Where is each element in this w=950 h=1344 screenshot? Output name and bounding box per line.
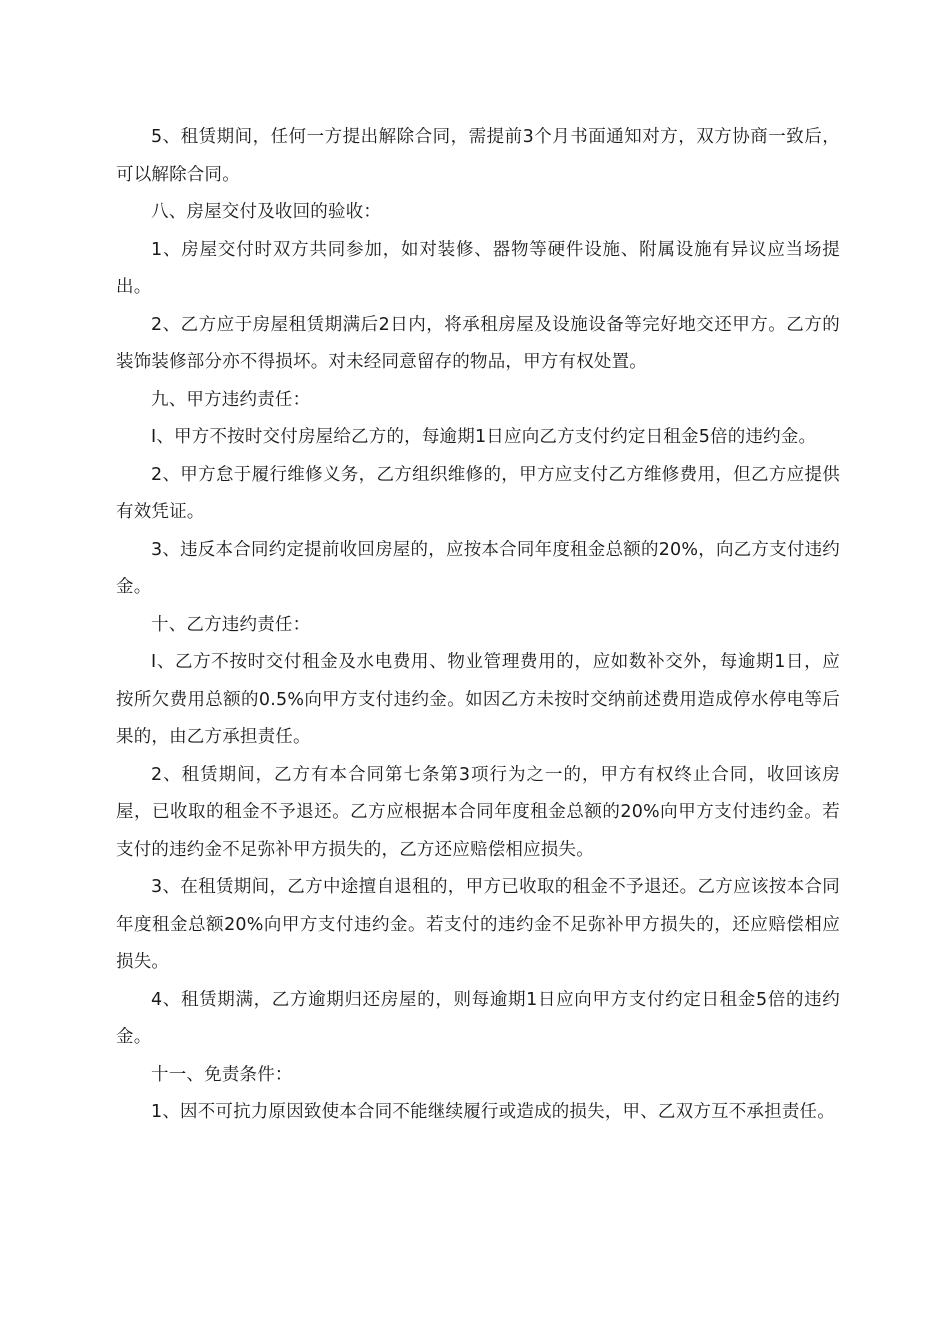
clause-paragraph: 2、甲方怠于履行维修义务，乙方组织维修的，甲方应支付乙方维修费用，但乙方应提供有效凭证。 — [116, 464, 840, 522]
section-heading: 十、乙方违约责任： — [151, 614, 311, 635]
clause-paragraph: 2、乙方应于房屋租赁期满后2日内，将承租房屋及设施设备等完好地交还甲方。乙方的装饰装修部分亦不得损坏。对未经同意留存的物品，甲方有权处置。 — [116, 314, 840, 372]
section-heading: 九、甲方违约责任： — [151, 389, 311, 410]
clause-paragraph: 5、租赁期间，任何一方提出解除合同，需提前3个月书面通知对方，双方协商一致后，可以解除合同。 — [116, 127, 840, 185]
clause-paragraph: I、乙方不按时交付租金及水电费用、物业管理费用的，应如数补交外，每逾期1日，应按所欠费用总额的0.5%向甲方支付违约金。如因乙方未按时交纳前述费用造成停水停电等后果的，由乙方承担责任。 — [116, 652, 840, 747]
clause-paragraph: 1、因不可抗力原因致使本合同不能继续履行或造成的损失，甲、乙双方互不承担责任。 — [151, 1102, 835, 1122]
clause-paragraph: 4、租赁期满，乙方逾期归还房屋的，则每逾期1日应向甲方支付约定日租金5倍的违约金。 — [116, 989, 840, 1047]
clause-paragraph: 3、在租赁期间，乙方中途擅自退租的，甲方已收取的租金不予退还。乙方应该按本合同年度租金总额20%向甲方支付违约金。若支付的违约金不足弥补甲方损失的，还应赔偿相应损失。 — [116, 877, 840, 972]
clause-paragraph: I、甲方不按时交付房屋给乙方的，每逾期1日应向乙方支付约定日租金5倍的违约金。 — [151, 427, 817, 447]
clause-paragraph: 1、房屋交付时双方共同参加，如对装修、器物等硬件设施、附属设施有异议应当场提出。 — [116, 239, 840, 297]
clause-paragraph: 3、违反本合同约定提前收回房屋的，应按本合同年度租金总额的20%，向乙方支付违约金。 — [116, 539, 840, 597]
document-page — [116, 119, 840, 1132]
section-heading: 八、房屋交付及收回的验收： — [151, 202, 382, 222]
clause-paragraph: 2、租赁期间，乙方有本合同第七条第3项行为之一的，甲方有权终止合同，收回该房屋，已收取的租金不予退还。乙方应根据本合同年度租金总额的20%向甲方支付违约金。若支付的违约金不足弥补甲方损失的，乙方还应赔偿相应损失。 — [116, 764, 840, 860]
section-heading: 十一、免责条件： — [151, 1064, 293, 1085]
